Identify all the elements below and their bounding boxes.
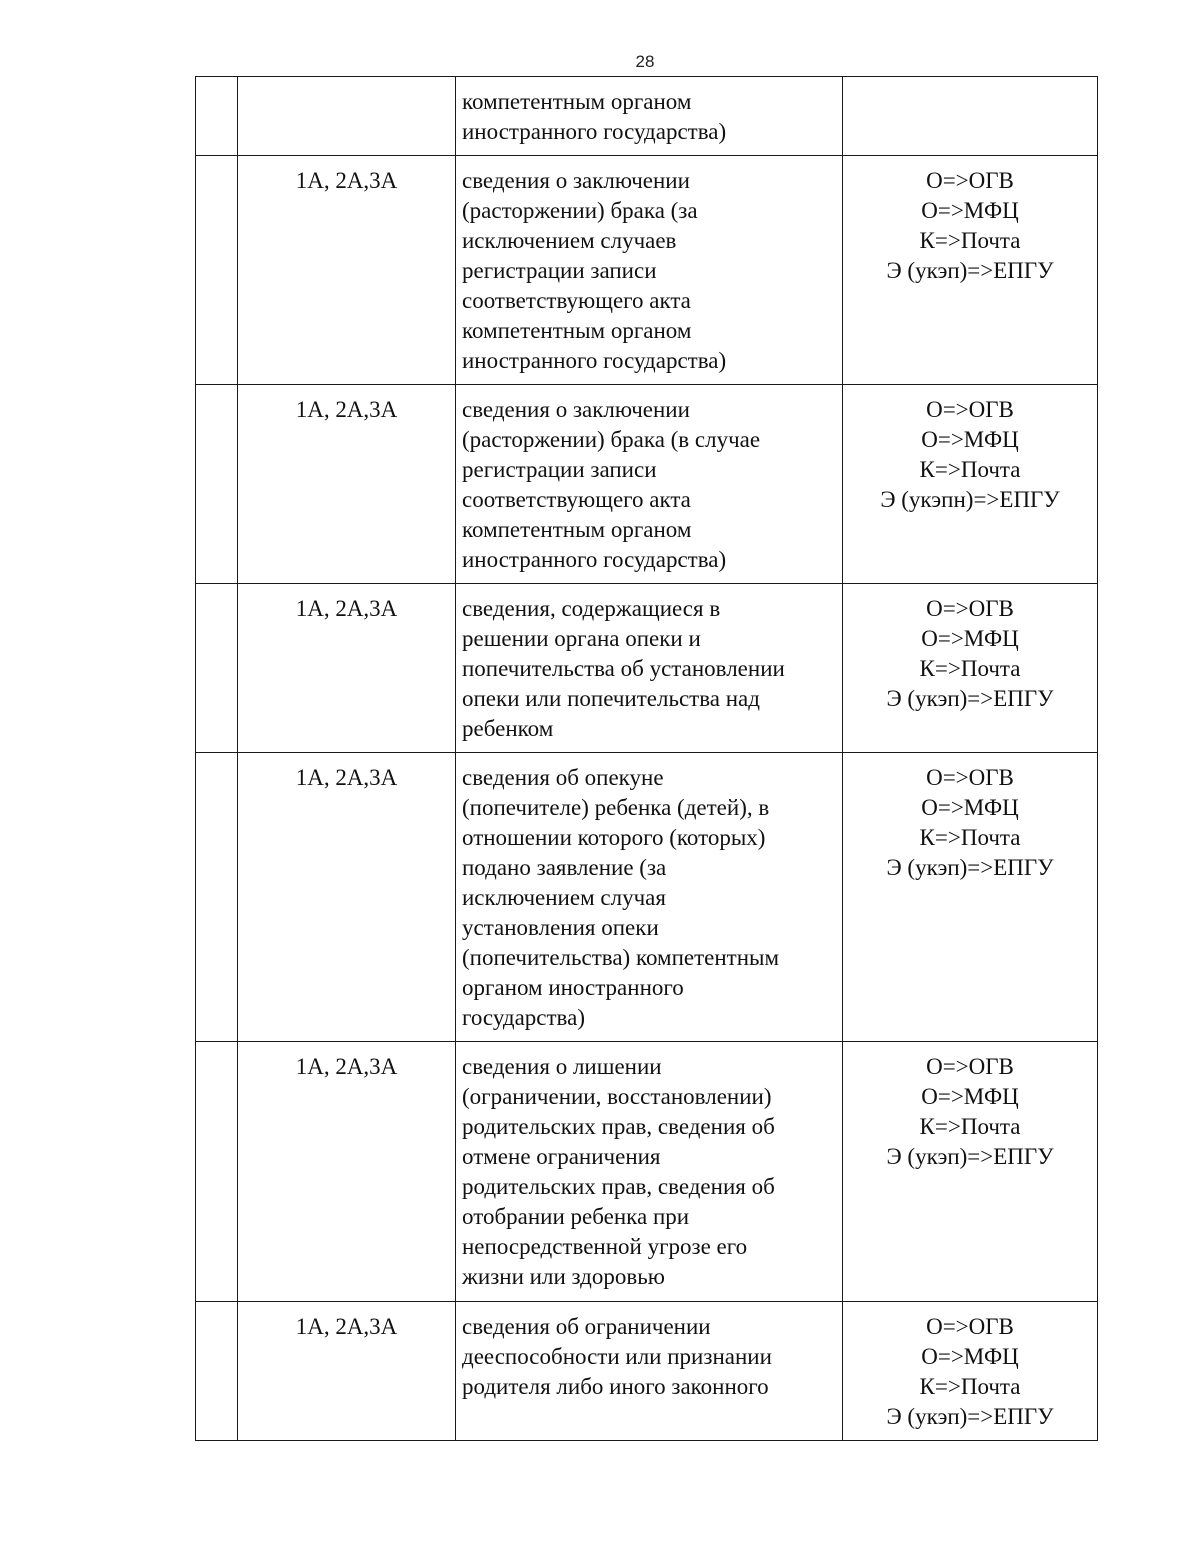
submission-method: О=>ОГВ <box>926 1314 1014 1339</box>
document-description-cell: сведения о лишении (ограничении, восстановлении) родительских прав, сведения об отмене ограничения родительских прав, сведения об отобрании ребенка при непосредственной угрозе его жизни или здоровью <box>456 1042 843 1302</box>
applicant-codes-cell: 1А, 2А,3А <box>238 1042 456 1302</box>
submission-method: Э (укэп)=>ЕПГУ <box>886 1404 1054 1429</box>
applicant-codes-cell: 1А, 2А,3А <box>238 753 456 1042</box>
document-description-cell: сведения об ограничении дееспособности или признании родителя либо иного законного <box>456 1302 843 1441</box>
submission-method: К=>Почта <box>919 457 1021 482</box>
row-number-cell <box>196 1042 238 1302</box>
submission-method: К=>Почта <box>919 1374 1021 1399</box>
page-number: 28 <box>635 52 655 71</box>
document-description-cell: сведения об опекуне (попечителе) ребенка (детей), в отношении которого (которых) подано заявление (за исключением случая установления опеки (попечительства) компетентным органом иностранного государства) <box>456 753 843 1042</box>
submission-method: К=>Почта <box>919 656 1021 681</box>
submission-method: Э (укэп)=>ЕПГУ <box>886 1144 1054 1169</box>
submission-method: О=>МФЦ <box>921 1084 1019 1109</box>
submission-method: Э (укэпн)=>ЕПГУ <box>880 487 1060 512</box>
document-description-cell: сведения о заключении (расторжении) брака (за исключением случаев регистрации записи соответствующего акта компетентным органом иностранного государства) <box>456 156 843 385</box>
submission-method: О=>ОГВ <box>926 1054 1014 1079</box>
submission-methods-cell <box>843 77 1098 156</box>
table-row <box>196 385 1098 584</box>
submission-method: К=>Почта <box>919 1114 1021 1139</box>
submission-method: Э (укэп)=>ЕПГУ <box>886 686 1054 711</box>
table-row <box>196 156 1098 385</box>
submission-method: О=>ОГВ <box>926 397 1014 422</box>
applicant-codes-cell: 1А, 2А,3А <box>238 385 456 584</box>
table-body <box>196 77 1098 1441</box>
submission-methods-cell <box>843 156 1098 385</box>
submission-method: О=>МФЦ <box>921 427 1019 452</box>
applicant-codes-cell <box>238 77 456 156</box>
submission-method: К=>Почта <box>919 825 1021 850</box>
table-row <box>196 77 1098 156</box>
applicant-codes-cell: 1А, 2А,3А <box>238 1302 456 1441</box>
submission-methods-cell <box>843 385 1098 584</box>
document-table <box>195 76 1098 1441</box>
table-row <box>196 1302 1098 1441</box>
row-number-cell <box>196 584 238 753</box>
document-description-cell: компетентным органом иностранного государства) <box>456 77 843 156</box>
applicant-codes-cell: 1А, 2А,3А <box>238 584 456 753</box>
submission-method: О=>МФЦ <box>921 1344 1019 1369</box>
submission-method: К=>Почта <box>919 228 1021 253</box>
row-number-cell <box>196 156 238 385</box>
row-number-cell <box>196 385 238 584</box>
submission-method: О=>МФЦ <box>921 198 1019 223</box>
row-number-cell <box>196 1302 238 1441</box>
document-description-cell: сведения, содержащиеся в решении органа опеки и попечительства об установлении опеки или попечительства над ребенком <box>456 584 843 753</box>
submission-method: Э (укэп)=>ЕПГУ <box>886 855 1054 880</box>
submission-method: О=>ОГВ <box>926 168 1014 193</box>
submission-methods-cell <box>843 1302 1098 1441</box>
row-number-cell <box>196 77 238 156</box>
submission-method: Э (укэп)=>ЕПГУ <box>886 258 1054 283</box>
table-row <box>196 1042 1098 1302</box>
row-number-cell <box>196 753 238 1042</box>
submission-method: О=>ОГВ <box>926 596 1014 621</box>
submission-method: О=>МФЦ <box>921 795 1019 820</box>
submission-methods-cell <box>843 1042 1098 1302</box>
submission-methods-cell <box>843 753 1098 1042</box>
submission-methods-cell <box>843 584 1098 753</box>
applicant-codes-cell: 1А, 2А,3А <box>238 156 456 385</box>
submission-method: О=>ОГВ <box>926 765 1014 790</box>
table-row <box>196 584 1098 753</box>
document-description-cell: сведения о заключении (расторжении) брака (в случае регистрации записи соответствующего акта компетентным органом иностранного государства) <box>456 385 843 584</box>
submission-method: О=>МФЦ <box>921 626 1019 651</box>
table-row <box>196 753 1098 1042</box>
